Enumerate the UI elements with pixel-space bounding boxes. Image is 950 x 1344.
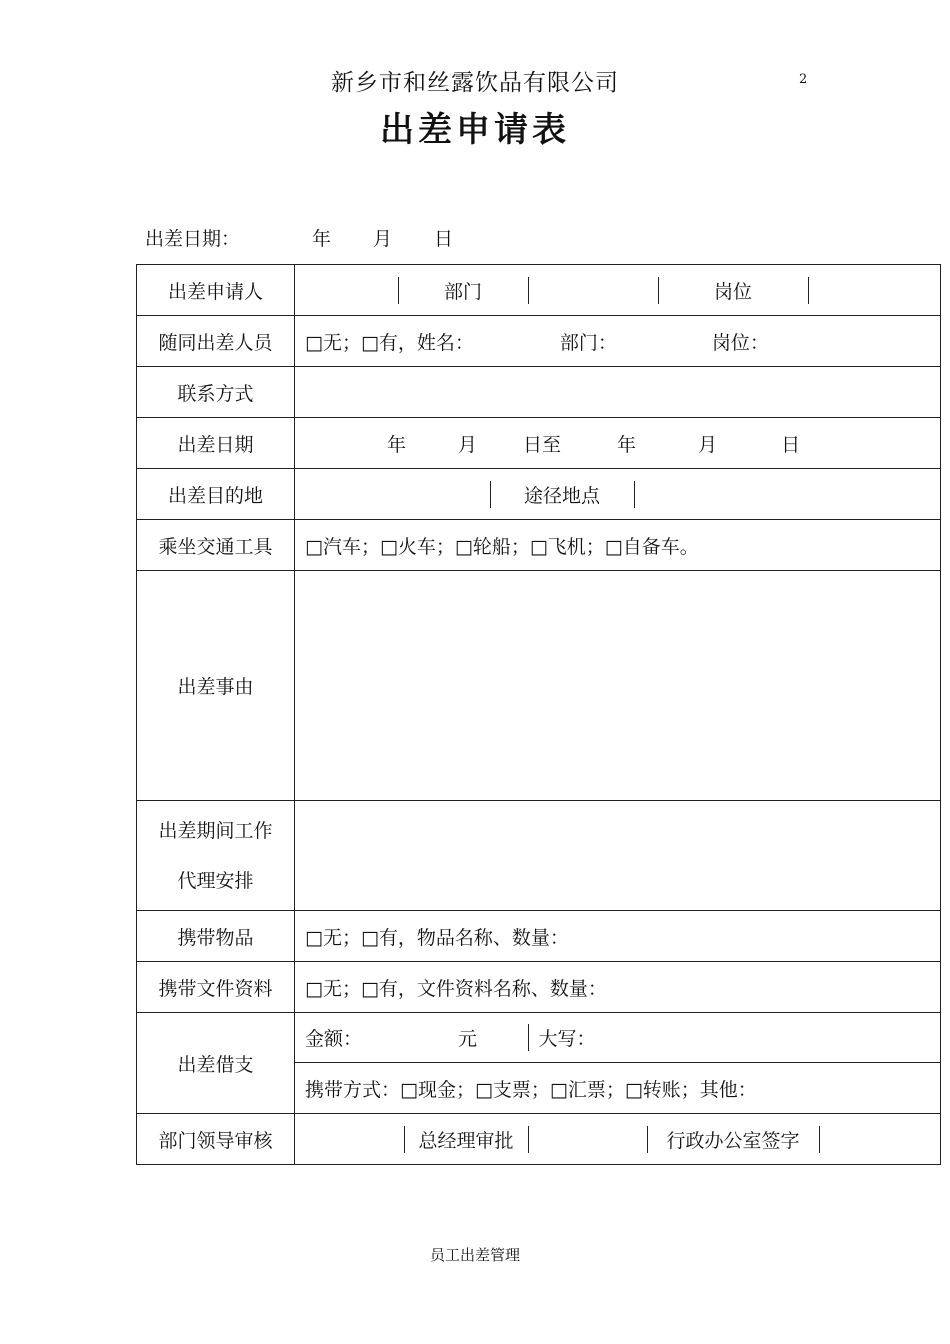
page-number: 2	[799, 72, 808, 87]
row-items	[137, 911, 941, 962]
trip-date-day-1: 日至	[523, 433, 562, 456]
applicant-dept-label: 部门	[398, 277, 528, 304]
items-field[interactable]: □无；□有，物品名称、数量：	[295, 911, 941, 962]
companions-label: 随同出差人员	[137, 316, 295, 367]
deputy-field[interactable]	[295, 801, 941, 911]
companions-post: 岗位：	[711, 331, 769, 354]
row-reason	[137, 571, 941, 801]
advance-method-field[interactable]: 携带方式：□现金；□支票；□汇票；□转账；其他：	[295, 1063, 941, 1114]
trip-date-year-2: 年	[617, 433, 637, 456]
application-date-month: 月	[373, 228, 393, 250]
trip-date-month-1: 月	[458, 433, 478, 456]
contact-field[interactable]	[295, 367, 941, 418]
form-title: 出差申请表	[380, 110, 570, 150]
row-applicant	[137, 265, 941, 316]
gm-label: 总经理审批	[404, 1126, 528, 1153]
dept-leader-signature-field[interactable]	[295, 1126, 404, 1153]
via-field[interactable]	[634, 481, 940, 508]
contact-label: 联系方式	[137, 367, 295, 418]
advance-capital-field[interactable]	[528, 1024, 940, 1051]
trip-date-field[interactable]	[295, 418, 941, 469]
row-destination	[137, 469, 941, 520]
row-approval	[137, 1114, 941, 1165]
applicant-label: 出差申请人	[137, 265, 295, 316]
applicant-dept-field[interactable]	[528, 277, 658, 304]
row-deputy	[137, 801, 941, 911]
advance-amount-field[interactable]	[295, 1024, 528, 1051]
documents-field[interactable]: □无；□有，文件资料名称、数量：	[295, 962, 941, 1013]
applicant-name-field[interactable]	[295, 277, 398, 304]
advance-amount-label: 金额：	[305, 1028, 363, 1050]
company-name: 新乡市和丝露饮品有限公司	[331, 70, 619, 96]
companions-field[interactable]	[295, 316, 941, 367]
trip-date-label: 出差日期	[137, 418, 295, 469]
trip-date-year-1: 年	[387, 433, 407, 456]
admin-label: 行政办公室签字	[647, 1126, 819, 1153]
row-advance-amount	[137, 1013, 941, 1063]
deputy-label-line-1: 出差期间工作	[158, 819, 273, 842]
application-date-day: 日	[434, 228, 454, 250]
destination-field[interactable]	[295, 481, 490, 508]
trip-date-month-2: 月	[698, 433, 718, 456]
deputy-label-line-2: 代理安排	[177, 869, 254, 892]
footer-text: 员工出差管理	[429, 1246, 520, 1264]
admin-signature-field[interactable]	[819, 1126, 940, 1153]
gm-signature-field[interactable]	[528, 1126, 647, 1153]
row-documents	[137, 962, 941, 1013]
items-label: 携带物品	[137, 911, 295, 962]
application-date-year: 年	[312, 228, 332, 250]
row-contact	[137, 367, 941, 418]
travel-application-form	[136, 264, 941, 1165]
companions-text: □无；□有，姓名：	[305, 331, 474, 354]
companions-dept: 部门：	[559, 331, 617, 354]
application-date-line	[145, 224, 453, 251]
advance-unit: 元	[458, 1028, 478, 1050]
reason-field[interactable]	[295, 571, 941, 801]
application-date-label: 出差日期：	[145, 228, 241, 250]
transport-label: 乘坐交通工具	[137, 520, 295, 571]
advance-capital-label: 大写：	[538, 1028, 596, 1050]
applicant-post-label: 岗位	[658, 277, 808, 304]
row-transport	[137, 520, 941, 571]
deputy-label	[137, 801, 295, 911]
row-trip-date	[137, 418, 941, 469]
reason-label: 出差事由	[137, 571, 295, 801]
destination-label: 出差目的地	[137, 469, 295, 520]
advance-label: 出差借支	[137, 1013, 295, 1114]
row-companions	[137, 316, 941, 367]
dept-leader-label: 部门领导审核	[137, 1114, 295, 1165]
trip-date-day-2: 日	[781, 433, 801, 456]
via-label: 途径地点	[490, 481, 634, 508]
transport-options[interactable]: □汽车；□火车；□轮船；□飞机；□自备车。	[295, 520, 941, 571]
documents-label: 携带文件资料	[137, 962, 295, 1013]
applicant-post-field[interactable]	[808, 277, 940, 304]
